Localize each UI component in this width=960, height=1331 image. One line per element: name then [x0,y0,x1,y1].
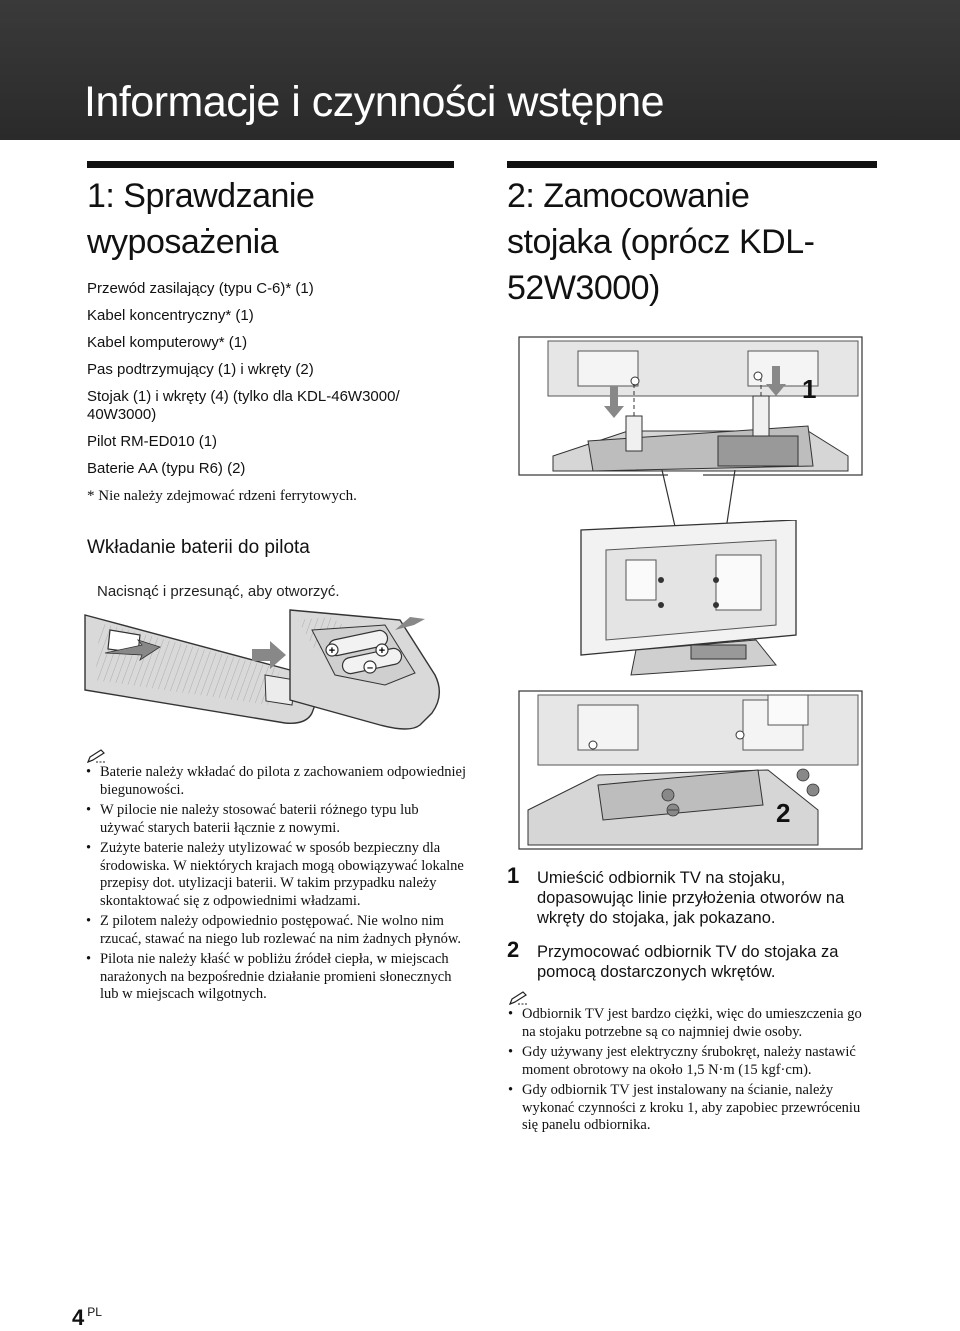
step-item [507,937,882,982]
list-item: • Gdy odbiornik TV jest instalowany na ścianie, należy wykonać czynności z kroku 1, aby zapobiec przewróceniu się panelu odbiornika. [508,1082,878,1135]
note-pencil-icon [508,990,530,1006]
footnote: * Nie należy zdejmować rdzeni ferrytowych. [87,488,357,504]
list-item: Stojak (1) i wkręty (4) (tylko dla KDL-46W3000/ 40W3000) [87,388,400,423]
page-language: PL [87,1305,102,1319]
stand-step1-illustration [518,336,863,476]
list-item: • Z pilotem należy odpowiednio postępować. Nie wolno nim rzucać, stawać na niego lub rozlewać na nim żadnych płynów. [86,913,466,948]
figure-label-2: 2 [776,798,791,828]
battery-notes-list [86,764,466,1007]
note-pencil-icon [86,748,108,764]
section2-rule [507,161,877,168]
list-item: Pas podtrzymujący (1) i wkręty (2) [87,361,314,378]
battery-caption: Nacisnąć i przesunąć, aby otworzyć. [97,583,340,600]
section2-title [507,173,814,311]
list-item: • W pilocie nie należy stosować baterii różnego typu lub używać starych baterii łącznie z nowymi. [86,802,466,837]
list-item: Przewód zasilający (typu C-6)* (1) [87,280,314,297]
section1-title-line1: 1: Sprawdzanie [87,177,315,215]
list-item: • Gdy używany jest elektryczny śrubokręt, należy nastawić moment obrotowy na około 1,5 N·m (15 kgf·cm). [508,1044,878,1079]
section1-rule [87,161,454,168]
batteries-heading: Wkładanie baterii do pilota [87,537,310,558]
figure-label-1: 1 [802,374,817,404]
step-text: Przymocować odbiornik TV do stojaka za pomocą dostarczonych wkrętów. [537,943,839,981]
step-number: 1 [507,863,520,888]
section2-title-line2: stojaka (oprócz KDL- [507,223,815,261]
svg-text:+: + [378,645,386,657]
stand-notes-list [508,1006,878,1138]
list-item: Kabel koncentryczny* (1) [87,307,254,324]
list-item: Baterie AA (typu R6) (2) [87,460,246,477]
svg-text:+: + [328,645,336,657]
remote-battery-illustration [80,605,460,735]
list-item: • Odbiornik TV jest bardzo ciężki, więc do umieszczenia go na stojaku potrzebne są co najmniej dwie osoby. [508,1006,878,1041]
remote-closed-icon [85,615,318,723]
section1-title [87,173,314,265]
tv-back-illustration [576,520,806,680]
supplied-items-list [87,280,467,505]
section1-title-line2: wyposażenia [87,223,279,261]
list-item: Kabel komputerowy* (1) [87,334,248,351]
svg-text:–: – [366,662,374,674]
page-number [72,1305,102,1331]
list-item: • Zużyte baterie należy utylizować w sposób bezpieczny dla środowiska. W niektórych krajach mogą obowiązywać lokalne przepisy dot. utylizacji baterii. W takim przypadku należy skontaktować się z odpowiednimi władzami. [86,840,466,910]
stand-step2-illustration [518,690,863,850]
section2-title-line1: 2: Zamocowanie [507,177,750,215]
header-banner [0,0,960,140]
step-number: 2 [507,937,520,962]
step-item [507,863,882,928]
section2-title-line3: 52W3000) [507,269,660,307]
list-item: Pilot RM-ED010 (1) [87,433,218,450]
list-item: • Pilota nie należy kłaść w pobliżu źródeł ciepła, w miejscach narażonych na bezpośrednie działanie promieni słonecznych lub w miejscach wilgotnych. [86,951,466,1004]
page-title: Informacje i czynności wstępne [84,78,665,126]
list-item: • Baterie należy wkładać do pilota z zachowaniem odpowiedniej biegunowości. [86,764,466,799]
stand-steps-list [507,863,882,996]
page-number-value: 4 [72,1305,85,1330]
step-text: Umieścić odbiornik TV na stojaku, dopasowując linie przyłożenia otworów na wkręty do stojaka, jak pokazano. [537,869,845,927]
